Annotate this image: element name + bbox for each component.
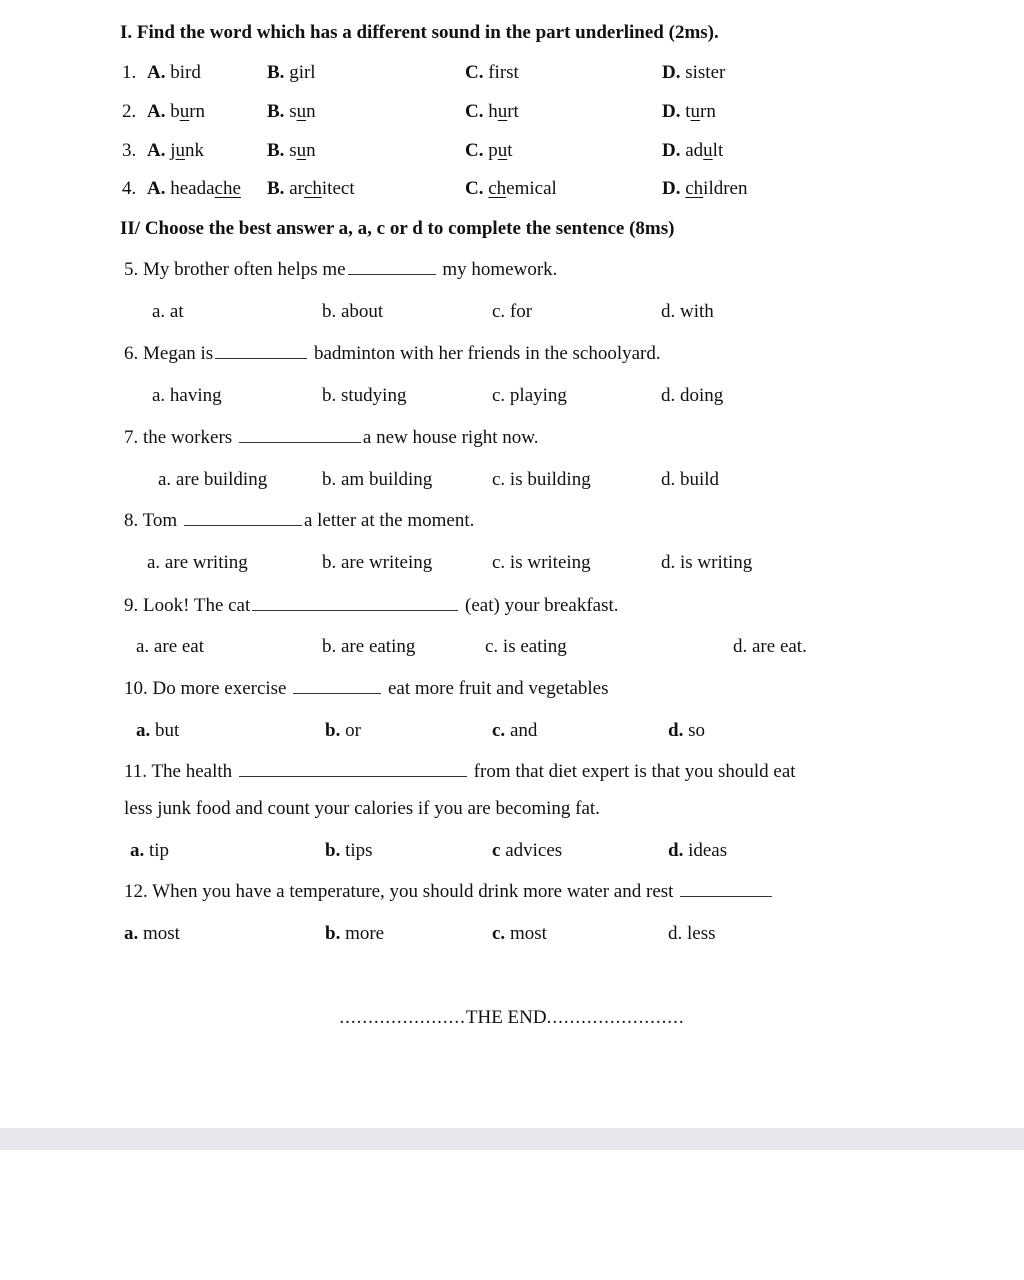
option-c: C. put bbox=[465, 140, 513, 161]
answer-blank bbox=[680, 895, 772, 897]
option-d: D. children bbox=[662, 178, 748, 199]
answer-blank bbox=[215, 357, 307, 359]
question-number: 1. bbox=[122, 62, 137, 83]
option-d: d. build bbox=[661, 469, 720, 490]
answer-blank bbox=[252, 609, 458, 611]
option-c: C. chemical bbox=[465, 178, 557, 199]
option-a: a. but bbox=[136, 720, 180, 741]
option-c: c. and bbox=[492, 720, 538, 741]
question-number: 3. bbox=[122, 140, 137, 161]
option-d: d. less bbox=[668, 923, 716, 944]
option-c: c. playing bbox=[492, 385, 567, 406]
option-c: C. first bbox=[465, 62, 519, 83]
question-stem: 8. Tom a letter at the moment. bbox=[124, 510, 475, 531]
option-d: D. adult bbox=[662, 140, 724, 161]
option-b: b. about bbox=[322, 301, 384, 322]
option-d: D. sister bbox=[662, 62, 726, 83]
option-c: c. is writeing bbox=[492, 552, 591, 573]
option-a: a. having bbox=[152, 385, 222, 406]
option-d: d. with bbox=[661, 301, 714, 322]
option-b: b. am building bbox=[322, 469, 433, 490]
option-b: b. tips bbox=[325, 840, 373, 861]
option-c: c. is building bbox=[492, 469, 591, 490]
option-b: B. architect bbox=[267, 178, 355, 199]
option-a: a. most bbox=[124, 923, 180, 944]
option-c: c. is eating bbox=[485, 636, 567, 657]
answer-blank bbox=[293, 692, 381, 694]
question-stem: 6. Megan is badminton with her friends in the schoolyard. bbox=[124, 343, 661, 364]
option-a: a. are building bbox=[158, 469, 268, 490]
option-b: b. are eating bbox=[322, 636, 416, 657]
option-d: d. so bbox=[668, 720, 705, 741]
option-b: B. sun bbox=[267, 101, 316, 122]
option-a: a. tip bbox=[130, 840, 170, 861]
option-b: b. studying bbox=[322, 385, 407, 406]
dots-right: ........................ bbox=[546, 1007, 685, 1028]
option-d: d. doing bbox=[661, 385, 724, 406]
option-a: A. headache bbox=[147, 178, 241, 199]
option-b: b. more bbox=[325, 923, 385, 944]
question-stem: 12. When you have a temperature, you should drink more water and rest bbox=[124, 881, 774, 903]
section-2-title: II/ Choose the best answer a, a, c or d to complete the sentence (8ms) bbox=[120, 218, 675, 239]
bottom-divider-band bbox=[0, 1128, 1024, 1150]
question-stem: 11. The health from that diet expert is that you should eat bbox=[124, 761, 796, 782]
option-a: a. at bbox=[152, 301, 184, 322]
question-number: 2. bbox=[122, 101, 137, 122]
option-d: d. ideas bbox=[668, 840, 728, 861]
question-stem: 9. Look! The cat (eat) your breakfast. bbox=[124, 595, 619, 616]
question-stem: 10. Do more exercise eat more fruit and vegetables bbox=[124, 678, 609, 699]
answer-blank bbox=[239, 775, 467, 777]
option-c: c. for bbox=[492, 301, 533, 322]
option-c: C. hurt bbox=[465, 101, 519, 122]
option-a: a. are eat bbox=[136, 636, 205, 657]
option-d: d. is writing bbox=[661, 552, 753, 573]
question-stem-line-2: less junk food and count your calories if you are becoming fat. bbox=[124, 798, 600, 819]
question-number: 4. bbox=[122, 178, 137, 199]
option-a: A. bird bbox=[147, 62, 201, 83]
dots-left: ...................... bbox=[339, 1007, 466, 1028]
option-b: b. or bbox=[325, 720, 361, 741]
option-a: A. burn bbox=[147, 101, 206, 122]
option-c: c advices bbox=[492, 840, 563, 861]
option-b: B. girl bbox=[267, 62, 316, 83]
option-b: B. sun bbox=[267, 140, 316, 161]
option-c: c. most bbox=[492, 923, 547, 944]
option-b: b. are writeing bbox=[322, 552, 433, 573]
question-stem: 7. the workers a new house right now. bbox=[124, 427, 539, 448]
option-a: a. are writing bbox=[147, 552, 248, 573]
question-stem: 5. My brother often helps me my homework. bbox=[124, 259, 558, 280]
section-1-title: I. Find the word which has a different sound in the part underlined (2ms). bbox=[120, 22, 719, 43]
option-d: D. turn bbox=[662, 101, 716, 122]
end-text: THE END bbox=[465, 1007, 547, 1028]
the-end-footer bbox=[0, 1007, 1024, 1029]
answer-blank bbox=[348, 273, 436, 275]
option-a: A. junk bbox=[147, 140, 205, 161]
answer-blank bbox=[239, 441, 361, 443]
answer-blank bbox=[184, 524, 302, 526]
option-d: d. are eat. bbox=[733, 636, 807, 657]
